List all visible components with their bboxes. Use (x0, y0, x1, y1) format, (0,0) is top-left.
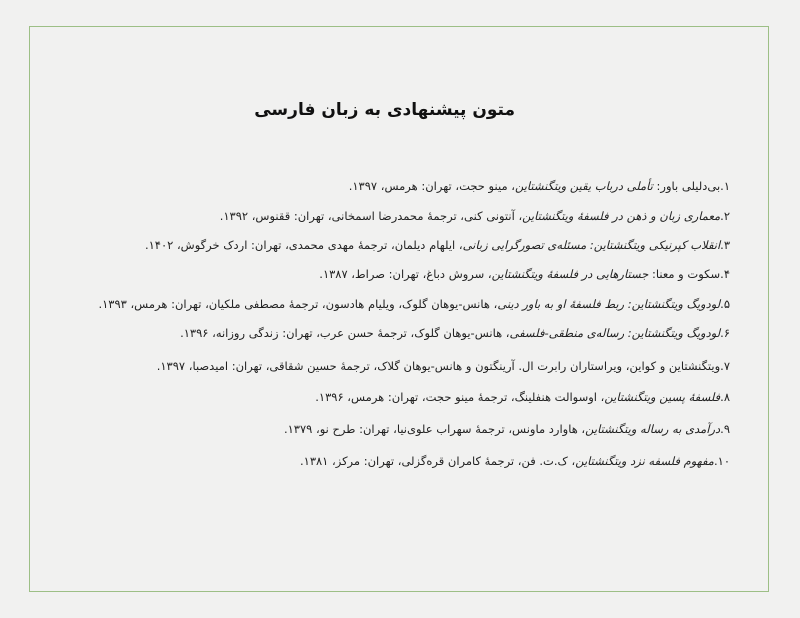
reference-author: ویتگنشتاین و کواین (629, 359, 721, 373)
reference-title: لودویگ ویتگنشتاین: رساله‌ی منطقی-فلسفی (509, 326, 721, 340)
reference-number: ۱۰. (713, 454, 730, 468)
reference-number: ۵. (720, 297, 730, 311)
reference-details: ، مینو حجت، تهران: هرمس، ۱۳۹۷. (348, 179, 515, 193)
reference-number: ۷. (720, 359, 730, 373)
reference-details: ، سروش دباغ، تهران: صراط، ۱۳۸۷. (319, 267, 492, 281)
reference-item (349, 178, 730, 194)
reference-details: ، ک.ت. فن، ترجمهٔ کامران قره‌گزلی، تهران: مرکز، ۱۳۸۱. (300, 454, 576, 468)
reference-details: ، هانس-یوهان گلوک، ترجمهٔ حسن عرب، تهران: زندگی روزانه، ۱۳۹۶. (180, 326, 510, 340)
reference-title: فلسفهٔ پسین ویتگنشتاین (604, 390, 721, 404)
reference-number: ۱. (720, 179, 730, 193)
reference-details: ، ویراستاران رابرت ال. آرینگتون و هانس-یوهان گلاک، ترجمهٔ حسین شقاقی، تهران: امیدصبا، ۱۳۹۷. (156, 359, 630, 373)
reference-number: ۳. (720, 238, 730, 252)
reference-item (180, 325, 730, 341)
reference-title: جستارهایی در فلسفهٔ ویتگنشتاین (491, 267, 649, 281)
reference-item (315, 389, 730, 405)
reference-number: ۶. (720, 326, 730, 340)
reference-item (220, 208, 730, 224)
reference-author: سکوت و معنا: (648, 267, 721, 281)
reference-number: ۲. (720, 209, 730, 223)
reference-title: لودویگ ویتگنشتاین: ربط فلسفهٔ او به باور دینی (497, 297, 721, 311)
reference-title: انقلاب کپرنیکی ویتگنشتاین: مسئله‌ی تصورگرایی زبانی (462, 238, 721, 252)
reference-title: مفهوم فلسفه نزد ویتگنشتاین (575, 454, 714, 468)
reference-title: درآمدی به رساله ویتگنشتاین (585, 422, 721, 436)
reference-number: ۸. (720, 390, 730, 404)
reference-item (145, 237, 730, 253)
reference-title: تأملی درباب یقین ویتگنشتاین (514, 179, 653, 193)
reference-details: ، هانس-یوهان گلوک، ویلیام هادسون، ترجمهٔ مصطفی ملکیان، تهران: هرمس، ۱۳۹۳. (98, 297, 498, 311)
reference-item (300, 453, 730, 469)
reference-title: معماری زبان و ذهن در فلسفهٔ ویتگنشتاین (522, 209, 721, 223)
reference-details: ، هاوارد ماونس، ترجمهٔ سهراب علوی‌نیا، تهران: طرح نو، ۱۳۷۹. (283, 422, 586, 436)
reference-item (319, 266, 730, 282)
reference-item (157, 358, 730, 374)
reference-details: ، اوسوالت هنفلینگ، ترجمهٔ مینو حجت، تهران: هرمس، ۱۳۹۶. (315, 390, 605, 404)
reference-number: ۴. (720, 267, 730, 281)
reference-number: ۹. (720, 422, 730, 436)
page-title: متون پیشنهادی به زبان فارسی (254, 100, 515, 120)
reference-item (98, 296, 730, 312)
reference-details: ، ایلهام دیلمان، ترجمهٔ مهدی محمدی، تهران: اردک خرگوش، ۱۴۰۲. (144, 238, 463, 252)
reference-author: بی‌دلیلی باور: (652, 179, 721, 193)
reference-item (284, 421, 730, 437)
reference-details: ، آنتونی کنی، ترجمهٔ محمدرضا اسمخانی، تهران: ققنوس، ۱۳۹۲. (219, 209, 523, 223)
